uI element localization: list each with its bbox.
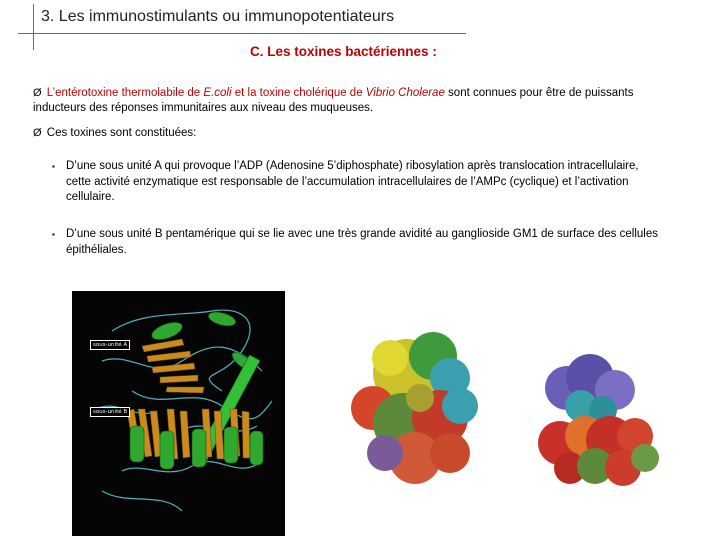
- vibrio-name: Vibrio Cholerae: [365, 87, 445, 99]
- section-title: C. Les toxines bactériennes :: [250, 44, 437, 59]
- square-bullet-icon: ▪: [52, 162, 55, 171]
- ecoli-name: E.coli: [203, 87, 232, 99]
- title-vertical-rule: [33, 4, 34, 50]
- paragraph-toxins-intro: [33, 86, 673, 116]
- arrow-bullet-icon: Ø: [33, 87, 42, 99]
- arrow-bullet-icon: Ø: [33, 127, 42, 139]
- title-underline: [18, 33, 466, 34]
- square-bullet-icon: ▪: [52, 230, 55, 239]
- text-span: et la toxine cholérique de: [231, 87, 366, 99]
- bullet-subunit-b: [52, 227, 682, 258]
- bullet-subunit-a: [52, 159, 662, 206]
- ribbon-structure-image: [72, 291, 285, 536]
- bullet-text: D’une sous unité B pentamérique qui se lie avec une très grande avidité au ganglioside GM1 de surface des cellules épithéliales.: [66, 228, 658, 256]
- bullet-text: D’une sous unité A qui provoque l’ADP (Adenosine 5’diphosphate) ribosylation après translocation intracellulaire, cette activité enzymatique est responsable de l’accumulation intracellulaires de l’AMPc (cyclique) et l’activation cellulaire.: [66, 160, 639, 203]
- space-filling-models-drawing: [345, 318, 690, 498]
- paragraph-composition: [33, 126, 673, 141]
- slide-title: 3. Les immunostimulants ou immunopotentiateurs: [41, 8, 395, 25]
- space-filling-models-image: [345, 318, 690, 498]
- subunit-a-label: sous-unité A: [90, 340, 130, 350]
- text-span: sont connues pour être de puissants inducteurs des réponses immunitaires aux niveau des muqueuses.: [33, 87, 634, 114]
- text-span: L’entérotoxine thermolabile de: [46, 87, 204, 99]
- subunit-b-label: sous-unité B: [90, 407, 130, 417]
- text-span: Ces toxines sont constituées:: [46, 127, 197, 139]
